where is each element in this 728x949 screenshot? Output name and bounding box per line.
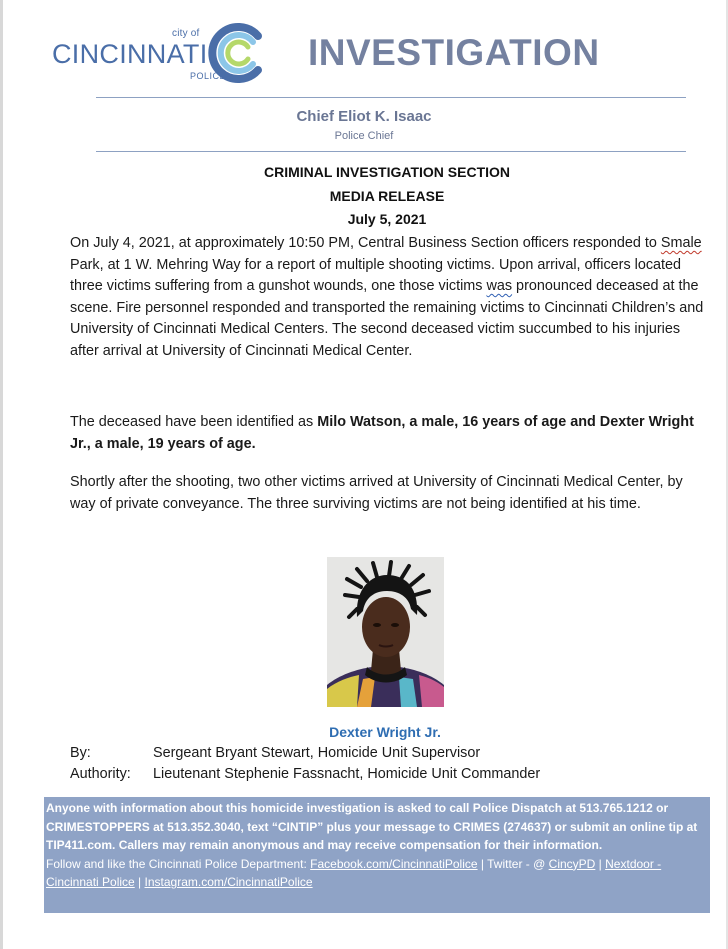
victim-photo bbox=[327, 557, 444, 707]
cincinnati-police-logo bbox=[52, 22, 267, 84]
facebook-link[interactable]: Facebook.com/CincinnatiPolice bbox=[310, 856, 478, 871]
tip-text: Anyone with information about this homicide investigation is asked to call Police Dispatch at 513.765.1212 or CRIMESTOPPERS at 513.352.3040, text “CINTIP” plus your message to CRIMES (274637) or submit an online tip at TIP411.com. Callers may remain anonymous and may receive compensation for their information. bbox=[46, 801, 698, 853]
logo-name-text: CINCINNATI bbox=[52, 39, 208, 69]
document-title: INVESTIGATION bbox=[308, 32, 600, 73]
release-date: July 5, 2021 bbox=[347, 211, 427, 227]
release-type: MEDIA RELEASE bbox=[329, 188, 445, 204]
by-label: By: bbox=[70, 745, 91, 761]
spellcheck-word: Smale bbox=[660, 235, 702, 251]
body-paragraph-3: Shortly after the shooting, two other victims arrived at University of Cincinnati Medical Center, by way of private conveyance. The three surviving victims are not being identified at his time. bbox=[70, 474, 683, 512]
nextdoor-link[interactable]: Nextdoor - Cincinnati Police bbox=[46, 856, 662, 890]
logo-police-text: POLICE bbox=[190, 71, 227, 81]
follow-text: Follow and like the Cincinnati Police Department: bbox=[46, 856, 311, 871]
separator: | Twitter - @ bbox=[477, 856, 549, 871]
logo-city-text: city of bbox=[172, 28, 200, 39]
by-value: Sergeant Bryant Stewart, Homicide Unit Supervisor bbox=[153, 745, 481, 761]
logo-c-mark-icon bbox=[206, 22, 268, 84]
social-links bbox=[46, 855, 707, 892]
tip-info-box bbox=[44, 797, 710, 913]
paragraph-text: Park, at 1 W. Mehring Way for a report of multiple shooting victims. Upon arrival, officers located three victims suffering from a gunshot wounds, one those victims bbox=[70, 256, 682, 295]
chief-title: Police Chief bbox=[334, 130, 394, 142]
authority-value: Lieutenant Stephenie Fassnacht, Homicide Unit Commander bbox=[153, 766, 541, 782]
separator: | bbox=[595, 856, 606, 871]
page-border bbox=[0, 0, 3, 949]
victim-photo-image bbox=[327, 557, 444, 707]
header-divider bbox=[96, 151, 686, 152]
paragraph-text: pronounced deceased at the scene. Fire personnel responded and transported the remaining victims to Cincinnati Children’s and University of Cincinnati Medical Centers. The second deceased victim succumbed to his injuries after arrival at University of Cincinnati Medical Center. bbox=[70, 278, 704, 359]
header-divider bbox=[96, 97, 686, 98]
body-paragraph-2 bbox=[70, 412, 710, 455]
authority-label: Authority: bbox=[70, 766, 131, 782]
grammar-check-word: was bbox=[486, 278, 513, 295]
victim-names: Milo Watson, a male, 16 years of age and Dexter Wright Jr., a male, 19 years of age. bbox=[70, 414, 694, 452]
separator: | bbox=[134, 875, 145, 890]
section-heading: CRIMINAL INVESTIGATION SECTION bbox=[263, 164, 511, 180]
chief-name: Chief Eliot K. Isaac bbox=[296, 108, 432, 125]
instagram-link[interactable]: Instagram.com/CincinnatiPolice bbox=[144, 875, 313, 890]
photo-caption: Dexter Wright Jr. bbox=[329, 724, 441, 740]
twitter-link[interactable]: CincyPD bbox=[548, 856, 596, 871]
paragraph-text: On July 4, 2021, at approximately 10:50 PM, Central Business Section officers responded to bbox=[70, 235, 661, 251]
body-paragraph-1 bbox=[70, 233, 710, 363]
paragraph-text: The deceased have been identified as bbox=[70, 414, 318, 430]
